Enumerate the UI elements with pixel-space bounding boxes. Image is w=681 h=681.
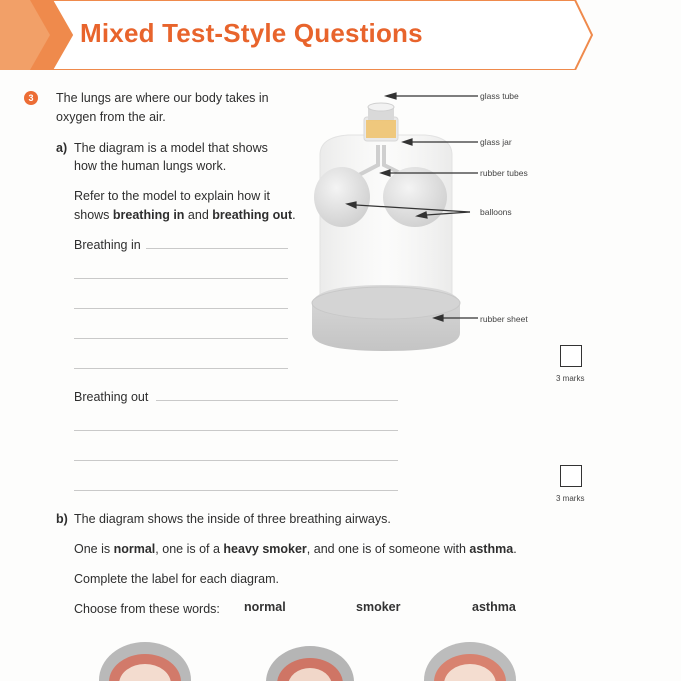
label-balloons: balloons <box>480 207 512 217</box>
answer-line-out-3[interactable] <box>74 460 398 461</box>
airway-diagrams <box>0 630 681 681</box>
label-rubber-tubes: rubber tubes <box>480 168 528 178</box>
refer-breathing-out: breathing out <box>212 208 293 222</box>
label-glass-tube: glass tube <box>480 91 519 101</box>
word-normal-bold: normal <box>113 542 156 556</box>
breathing-out-label: Breathing out <box>74 390 149 404</box>
question-intro-line1: The lungs are where our body takes in <box>56 91 269 105</box>
airway-diagram-3 <box>424 642 516 681</box>
marks-label-2: 3 marks <box>556 494 585 503</box>
answer-line-in-1[interactable] <box>146 248 288 249</box>
answer-line-out-1[interactable] <box>156 400 398 401</box>
part-b-line1: The diagram shows the inside of three breathing airways. <box>74 512 391 526</box>
part-a-line1: The diagram is a model that shows <box>74 141 268 155</box>
answer-line-in-4[interactable] <box>74 338 288 339</box>
question-number-badge: 3 <box>24 91 38 105</box>
word-asthma-bold: asthma <box>469 542 514 556</box>
line2-mid2: , and one is of someone with <box>306 542 470 556</box>
answer-line-in-2[interactable] <box>74 278 288 279</box>
lung-model-diagram <box>300 85 550 375</box>
word-option-asthma: asthma <box>472 600 516 614</box>
answer-line-in-3[interactable] <box>74 308 288 309</box>
line2-end: . <box>513 542 517 556</box>
choose-label: Choose from these words: <box>74 602 220 616</box>
page-title: Mixed Test-Style Questions <box>80 18 423 48</box>
word-heavy-smoker-bold: heavy smoker <box>223 542 307 556</box>
marks-box-2[interactable] <box>560 465 582 487</box>
label-glass-jar: glass jar <box>480 137 512 147</box>
answer-line-in-5[interactable] <box>74 368 288 369</box>
part-b-line3: Complete the label for each diagram. <box>74 572 279 586</box>
word-option-normal: normal <box>244 600 286 614</box>
refer-breathing-in: breathing in <box>112 208 185 222</box>
refer-line1: Refer to the model to explain how it <box>74 189 270 203</box>
refer-line2 <box>74 206 296 225</box>
answer-line-out-2[interactable] <box>74 430 398 431</box>
airway-diagram-2 <box>266 646 354 681</box>
label-rubber-sheet: rubber sheet <box>480 314 528 324</box>
part-b-letter: b) <box>56 512 68 526</box>
line2-mid1: , one is of a <box>155 542 224 556</box>
airway-diagram-1 <box>99 642 191 681</box>
marks-box-1[interactable] <box>560 345 582 367</box>
answer-line-out-4[interactable] <box>74 490 398 491</box>
breathing-in-label: Breathing in <box>74 238 141 252</box>
marks-label-1: 3 marks <box>556 374 585 383</box>
refer-end: . <box>292 208 296 222</box>
word-option-smoker: smoker <box>356 600 401 614</box>
part-a-letter: a) <box>56 141 68 155</box>
refer-and: and <box>184 208 213 222</box>
refer-pre: shows <box>74 208 113 222</box>
part-b-line2 <box>74 540 517 559</box>
line2-pre: One is <box>74 542 114 556</box>
part-a-line2: how the human lungs work. <box>74 159 227 173</box>
question-intro-line2: oxygen from the air. <box>56 110 166 124</box>
